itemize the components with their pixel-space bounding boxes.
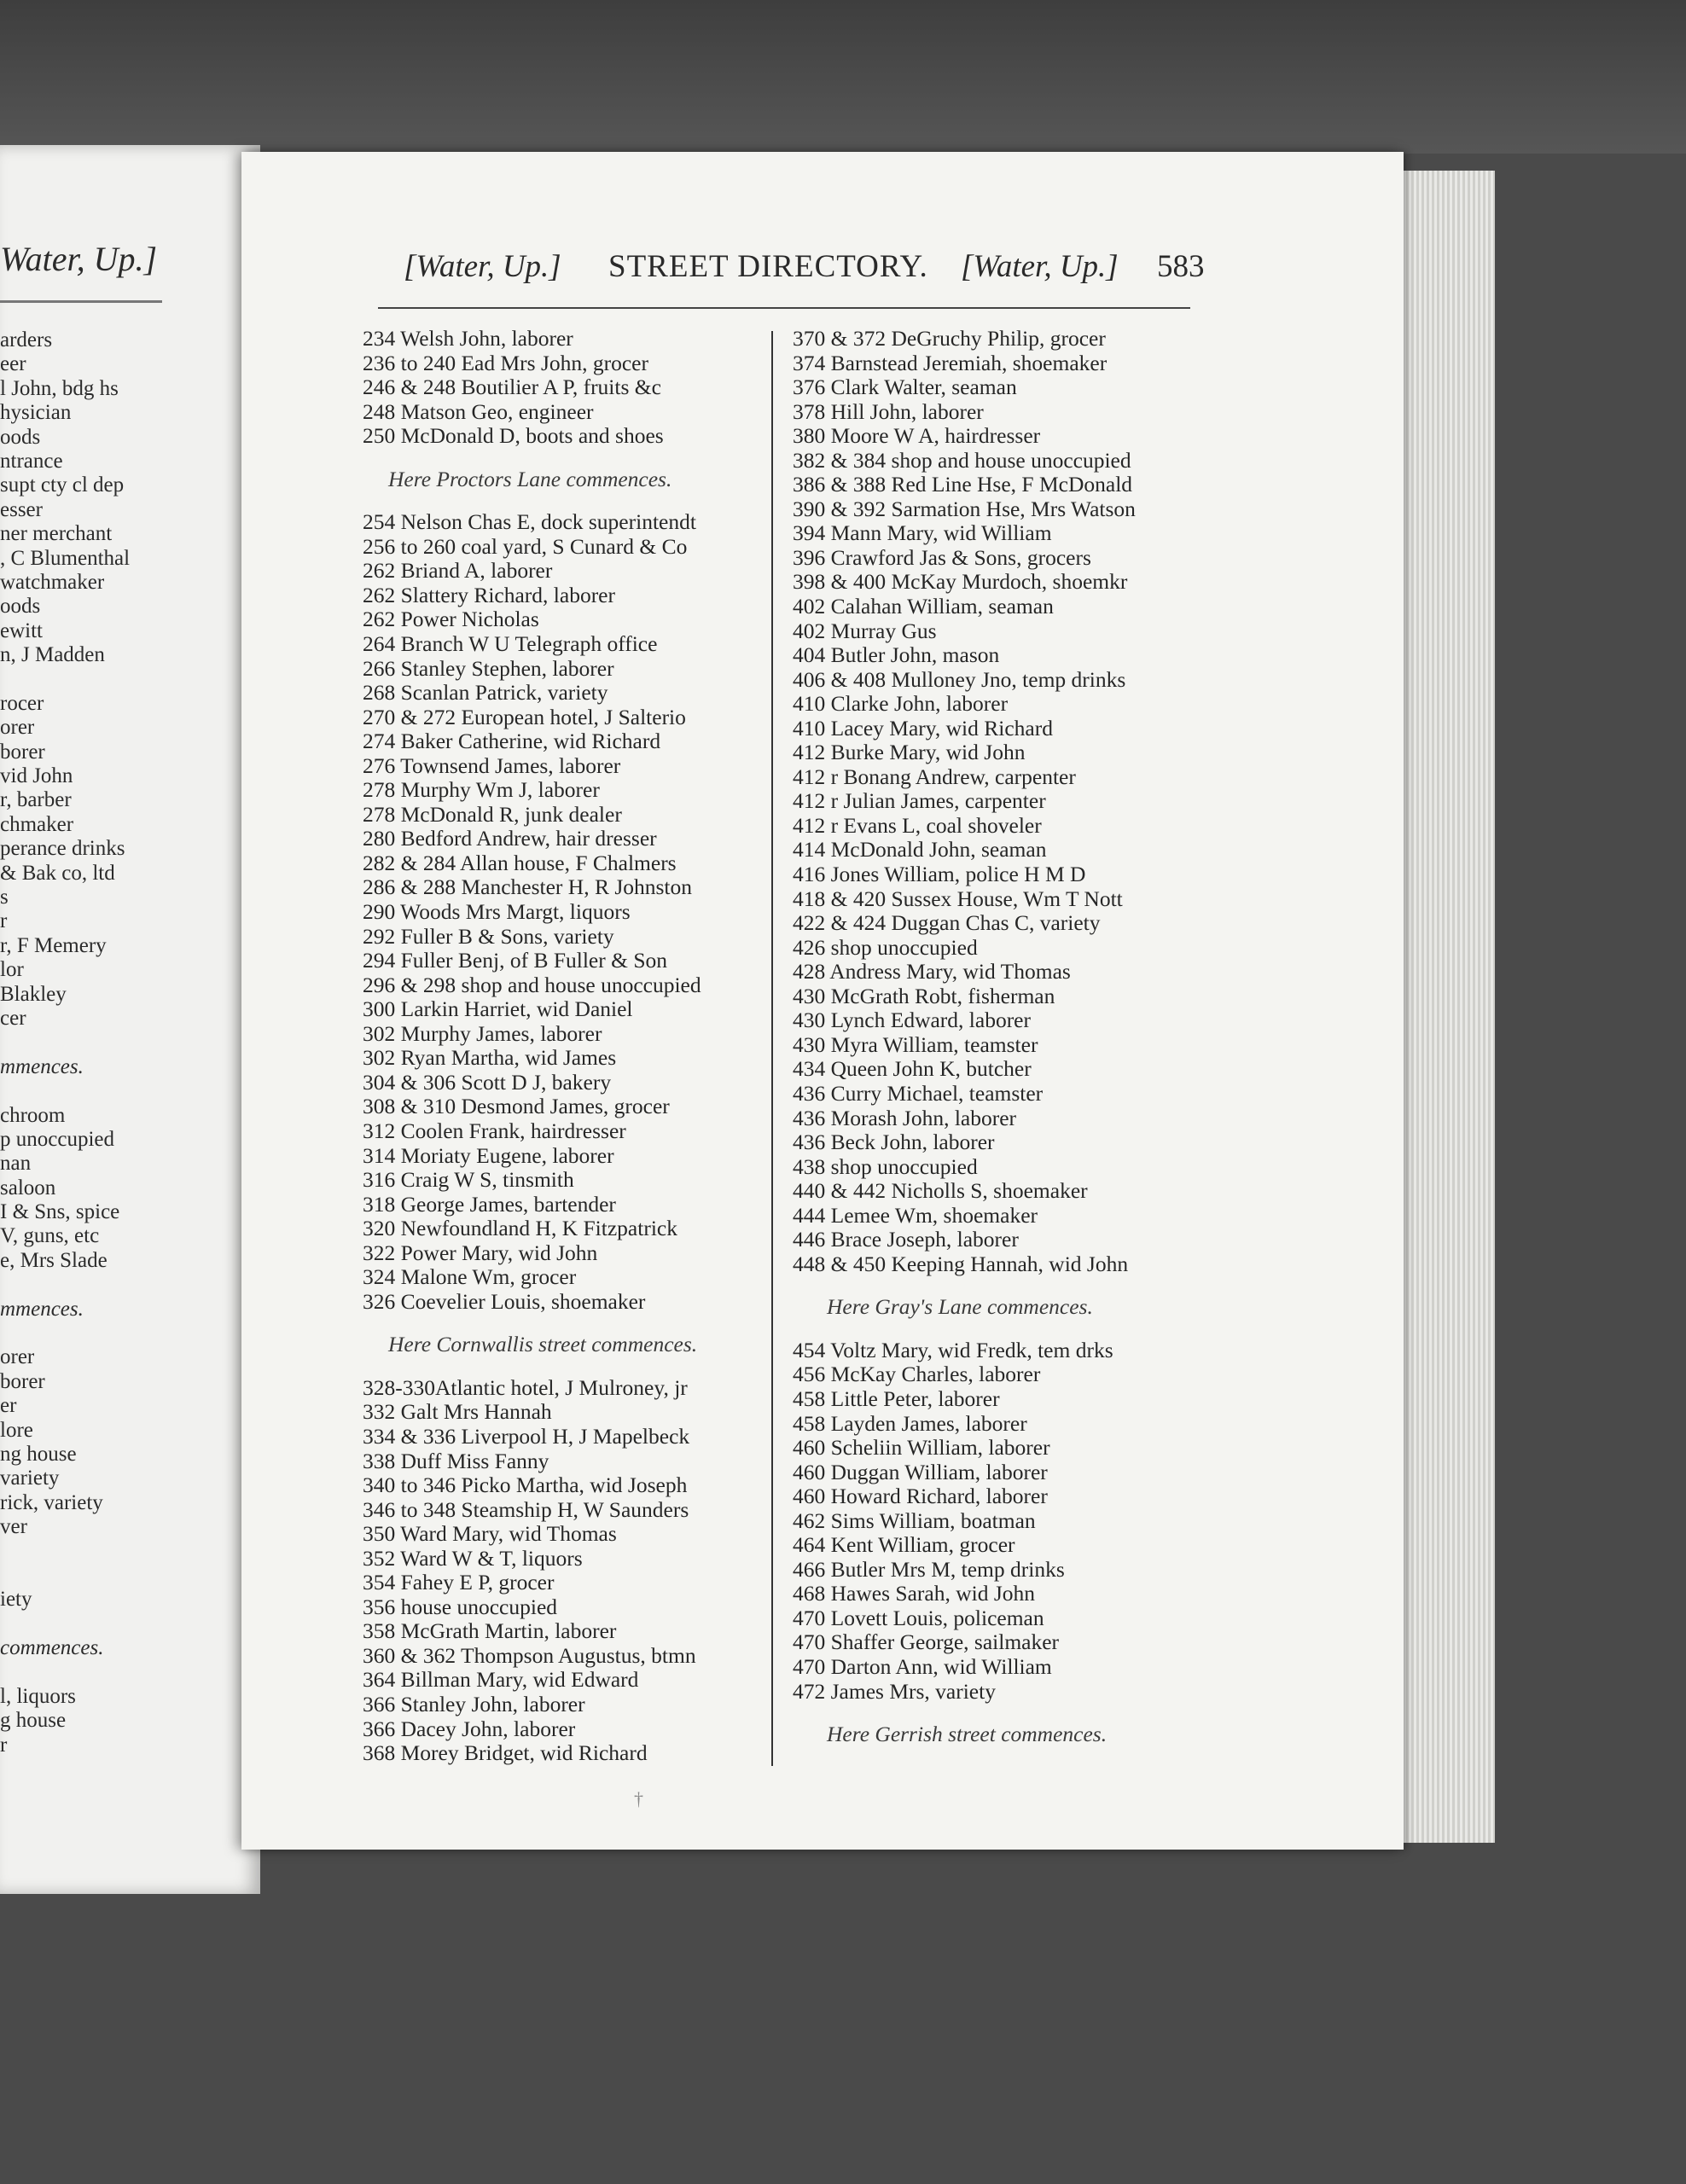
directory-entry: 266 Stanley Stephen, laborer <box>363 655 614 681</box>
directory-entry: 314 Moriaty Eugene, laborer <box>363 1142 614 1168</box>
left-page-line: ntrance <box>0 449 63 473</box>
left-page-line: saloon <box>0 1176 56 1199</box>
left-page-line: cer <box>0 1006 26 1030</box>
directory-entry: 470 Lovett Louis, policeman <box>793 1605 1044 1630</box>
left-page-line: perance drinks <box>0 837 125 861</box>
left-page-line: arders <box>0 328 53 351</box>
directory-entry: 318 George James, bartender <box>363 1191 616 1217</box>
scan-backdrop <box>0 0 1686 154</box>
left-page-line: lor <box>0 958 24 982</box>
directory-entry: 268 Scanlan Patrick, variety <box>363 680 608 706</box>
directory-column-left <box>363 327 772 1766</box>
left-page-line: hysician <box>0 401 72 425</box>
directory-entry: 360 & 362 Thompson Augustus, btmn <box>363 1642 696 1668</box>
left-page-line: chroom <box>0 1103 66 1127</box>
directory-entry: 256 to 260 coal yard, S Cunard & Co <box>363 533 688 559</box>
left-page-line: r <box>0 909 8 933</box>
directory-entry: 364 Billman Mary, wid Edward <box>363 1667 639 1693</box>
left-page-line: orer <box>0 1345 35 1369</box>
directory-entry: 346 to 348 Steamship H, W Saunders <box>363 1496 689 1522</box>
left-page-line: I & Sns, spice <box>0 1200 120 1224</box>
directory-entry: 428 Andress Mary, wid Thomas <box>793 959 1071 985</box>
left-page-line <box>0 1564 130 1588</box>
directory-entry: 468 Hawes Sarah, wid John <box>793 1581 1035 1606</box>
directory-entry: 458 Layden James, laborer <box>793 1410 1027 1436</box>
directory-entry: 390 & 392 Sarmation Hse, Mrs Watson <box>793 496 1136 521</box>
left-page-line <box>0 1612 130 1636</box>
left-page-line <box>0 1321 130 1345</box>
left-page-line: r <box>0 1733 8 1757</box>
directory-entry: 422 & 424 Duggan Chas C, variety <box>793 910 1101 936</box>
left-page-line: Blakley <box>0 982 67 1006</box>
left-page-line: orer <box>0 716 35 740</box>
left-page-line: lore <box>0 1418 33 1442</box>
left-page-line: s <box>0 885 9 909</box>
directory-entry: 412 Burke Mary, wid John <box>793 740 1026 765</box>
directory-entry: 280 Bedford Andrew, hair dresser <box>363 826 657 851</box>
directory-entry: 414 McDonald John, seaman <box>793 837 1047 863</box>
left-page-line: l, liquors <box>0 1684 76 1708</box>
left-page-line: watchmaker <box>0 570 105 594</box>
left-page-rule <box>0 300 162 303</box>
header-title: STREET DIRECTORY. <box>608 249 928 284</box>
directory-entry: 462 Sims William, boatman <box>793 1507 1036 1533</box>
directory-entry: 456 McKay Charles, laborer <box>793 1362 1041 1387</box>
directory-entry: 410 Clarke John, laborer <box>793 691 1009 717</box>
directory-entry: 412 r Bonang Andrew, carpenter <box>793 764 1076 789</box>
directory-entry: 278 McDonald R, junk dealer <box>363 801 622 827</box>
left-page-line: e, Mrs Slade <box>0 1248 108 1272</box>
directory-entry: 358 McGrath Martin, laborer <box>363 1618 617 1644</box>
left-page-line: esser <box>0 497 43 521</box>
directory-entry: 324 Malone Wm, grocer <box>363 1264 577 1290</box>
directory-entry: 262 Briand A, laborer <box>363 558 553 584</box>
directory-entry: 466 Butler Mrs M, temp drinks <box>793 1556 1065 1582</box>
directory-entry: 376 Clark Walter, seaman <box>793 375 1017 400</box>
directory-entry: 378 Hill John, laborer <box>793 398 984 424</box>
left-page-line <box>0 1273 130 1297</box>
directory-entry: 264 Branch W U Telegraph office <box>363 631 658 657</box>
directory-entry: 410 Lacey Mary, wid Richard <box>793 715 1053 741</box>
header-street-right: [Water, Up.] <box>961 249 1119 284</box>
directory-entry: 374 Barnstead Jeremiah, shoemaker <box>793 350 1108 375</box>
left-page-line: variety <box>0 1467 60 1490</box>
left-page-line: nan <box>0 1152 32 1176</box>
directory-entry: 236 to 240 Ead Mrs John, grocer <box>363 350 648 375</box>
directory-entry: 366 Stanley John, laborer <box>363 1691 585 1716</box>
left-page-line <box>0 1660 130 1684</box>
page-number: 583 <box>1157 249 1205 284</box>
left-page-line: commences. <box>0 1636 104 1660</box>
left-page-text <box>0 328 130 1757</box>
directory-entry: 300 Larkin Harriet, wid Daniel <box>363 996 633 1022</box>
directory-entry: 350 Ward Mary, wid Thomas <box>363 1521 617 1547</box>
directory-entry: 382 & 384 shop and house unoccupied <box>793 447 1131 473</box>
directory-entry: 412 r Evans L, coal shoveler <box>793 812 1042 838</box>
directory-entry: 286 & 288 Manchester H, R Johnston <box>363 874 693 900</box>
left-page-line: g house <box>0 1709 67 1733</box>
directory-entry: 472 James Mrs, variety <box>793 1678 996 1704</box>
directory-entry: 354 Fahey E P, grocer <box>363 1570 555 1595</box>
left-page-line: borer <box>0 740 45 764</box>
facing-page-left <box>0 145 260 1894</box>
left-page-line: ewitt <box>0 619 43 642</box>
left-page-line: rick, variety <box>0 1490 103 1514</box>
left-page-header: Water, Up.] <box>0 240 158 278</box>
directory-entry: 254 Nelson Chas E, dock superintendt <box>363 509 696 535</box>
header-rule <box>378 307 1190 309</box>
directory-entry: 320 Newfoundland H, K Fitzpatrick <box>363 1216 677 1241</box>
left-page-line: borer <box>0 1369 45 1393</box>
directory-page <box>241 152 1404 1850</box>
directory-entry: 394 Mann Mary, wid William <box>793 520 1052 546</box>
left-page-line: r, F Memery <box>0 933 107 957</box>
left-page-line: chmaker <box>0 812 74 836</box>
directory-entry: 430 Myra William, teamster <box>793 1031 1038 1057</box>
directory-entry: 262 Power Nicholas <box>363 607 539 632</box>
directory-entry: 436 Morash John, laborer <box>793 1105 1017 1130</box>
directory-entry: 294 Fuller Benj, of B Fuller & Son <box>363 948 667 973</box>
directory-entry: 368 Morey Bridget, wid Richard <box>363 1740 648 1766</box>
directory-entry: 274 Baker Catherine, wid Richard <box>363 729 661 754</box>
directory-entry: 436 Beck John, laborer <box>793 1130 995 1155</box>
directory-entry: 460 Duggan William, laborer <box>793 1459 1048 1484</box>
directory-entry: 292 Fuller B & Sons, variety <box>363 923 614 949</box>
directory-entry: 458 Little Peter, laborer <box>793 1385 1000 1411</box>
left-page-line: V, guns, etc <box>0 1224 100 1248</box>
book-page-edges <box>1399 171 1495 1843</box>
left-page-line: mmences. <box>0 1297 84 1321</box>
directory-entry: 234 Welsh John, laborer <box>363 326 573 351</box>
left-page-line: vid John <box>0 764 73 788</box>
section-heading: Here Proctors Lane commences. <box>388 466 672 491</box>
left-page-line: p unoccupied <box>0 1127 114 1151</box>
directory-entry: 250 McDonald D, boots and shoes <box>363 423 664 449</box>
section-heading: Here Gray's Lane commences. <box>827 1294 1093 1320</box>
directory-entry: 402 Murray Gus <box>793 618 937 643</box>
directory-entry: 248 Matson Geo, engineer <box>363 398 594 424</box>
directory-entry: 370 & 372 DeGruchy Philip, grocer <box>793 326 1106 351</box>
directory-entry: 470 Shaffer George, sailmaker <box>793 1629 1060 1655</box>
directory-entry: 296 & 298 shop and house unoccupied <box>363 972 701 997</box>
directory-entry: 412 r Julian James, carpenter <box>793 788 1046 814</box>
directory-entry: 396 Crawford Jas & Sons, grocers <box>793 544 1091 570</box>
directory-entry: 262 Slattery Richard, laborer <box>363 582 615 607</box>
directory-entry: 454 Voltz Mary, wid Fredk, tem drks <box>793 1337 1113 1362</box>
left-page-line: supt cty cl dep <box>0 473 125 497</box>
left-page-line: iety <box>0 1588 32 1612</box>
directory-entry: 430 Lynch Edward, laborer <box>793 1008 1031 1033</box>
directory-entry: 470 Darton Ann, wid William <box>793 1653 1052 1679</box>
directory-entry: 352 Ward W & T, liquors <box>363 1545 583 1571</box>
directory-entry: 406 & 408 Mulloney Jno, temp drinks <box>793 666 1126 692</box>
left-page-line: , C Blumenthal <box>0 546 131 570</box>
directory-entry: 334 & 336 Liverpool H, J Mapelbeck <box>363 1423 690 1449</box>
directory-entry: 464 Kent William, grocer <box>793 1532 1015 1558</box>
directory-column-right <box>793 327 1194 1747</box>
left-page-line: oods <box>0 425 41 449</box>
directory-entry: 380 Moore W A, hairdresser <box>793 423 1041 449</box>
directory-entry: 416 Jones William, police H M D <box>793 862 1086 887</box>
directory-entry: 398 & 400 McKay Murdoch, shoemkr <box>793 569 1128 595</box>
directory-entry: 448 & 450 Keeping Hannah, wid John <box>793 1251 1129 1276</box>
directory-entry: 386 & 388 Red Line Hse, F McDonald <box>793 472 1133 497</box>
left-page-line: ner merchant <box>0 522 113 546</box>
directory-entry: 436 Curry Michael, teamster <box>793 1080 1044 1106</box>
directory-entry: 438 shop unoccupied <box>793 1153 978 1179</box>
running-header <box>241 248 1404 299</box>
directory-entry: 366 Dacey John, laborer <box>363 1716 576 1741</box>
left-page-line <box>0 1079 130 1103</box>
section-heading: Here Cornwallis street commences. <box>388 1332 698 1357</box>
directory-entry: 282 & 284 Allan house, F Chalmers <box>363 850 677 875</box>
directory-entry: 290 Woods Mrs Margt, liquors <box>363 899 631 925</box>
left-page-line: rocer <box>0 691 44 715</box>
directory-entry: 444 Lemee Wm, shoemaker <box>793 1202 1038 1228</box>
directory-entry: 404 Butler John, mason <box>793 642 1000 668</box>
directory-entry: 316 Craig W S, tinsmith <box>363 1167 574 1193</box>
left-page-line: & Bak co, ltd <box>0 861 115 885</box>
directory-entry: 308 & 310 Desmond James, grocer <box>363 1094 670 1119</box>
directory-entry: 326 Coevelier Louis, shoemaker <box>363 1288 646 1314</box>
directory-entry: 402 Calahan William, seaman <box>793 594 1054 619</box>
directory-entry: 430 McGrath Robt, fisherman <box>793 983 1055 1008</box>
directory-entry: 312 Coolen Frank, hairdresser <box>363 1118 626 1143</box>
directory-entry: 446 Brace Joseph, laborer <box>793 1227 1019 1252</box>
left-page-line: l John, bdg hs <box>0 376 119 400</box>
directory-entry: 246 & 248 Boutilier A P, fruits &c <box>363 375 661 400</box>
left-page-line: ng house <box>0 1442 77 1466</box>
directory-entry: 328-330Atlantic hotel, J Mulroney, jr <box>363 1374 688 1400</box>
directory-entry: 278 Murphy Wm J, laborer <box>363 777 600 803</box>
directory-entry: 322 Power Mary, wid John <box>363 1240 598 1265</box>
directory-entry: 338 Duff Miss Fanny <box>363 1448 549 1473</box>
directory-entry: 356 house unoccupied <box>363 1594 558 1619</box>
directory-entry: 276 Townsend James, laborer <box>363 752 621 778</box>
directory-entry: 440 & 442 Nicholls S, shoemaker <box>793 1178 1088 1204</box>
left-page-line: eer <box>0 352 26 376</box>
directory-entry: 426 shop unoccupied <box>793 934 978 960</box>
directory-entry: 332 Galt Mrs Hannah <box>363 1399 552 1425</box>
directory-entry: 460 Scheliin William, laborer <box>793 1435 1050 1461</box>
left-page-line: mmences. <box>0 1054 84 1078</box>
section-heading: Here Gerrish street commences. <box>827 1722 1108 1747</box>
left-page-line <box>0 667 130 691</box>
left-page-line <box>0 1031 130 1054</box>
directory-entry: 418 & 420 Sussex House, Wm T Nott <box>793 886 1123 911</box>
header-street-left: [Water, Up.] <box>404 249 561 284</box>
left-page-line: oods <box>0 595 41 619</box>
left-page-line: n, J Madden <box>0 643 105 667</box>
directory-entry: 434 Queen John K, butcher <box>793 1056 1032 1082</box>
left-page-line: ver <box>0 1515 27 1539</box>
directory-entry: 302 Murphy James, laborer <box>363 1020 602 1046</box>
directory-entry: 340 to 346 Picko Martha, wid Joseph <box>363 1472 688 1498</box>
directory-entry: 302 Ryan Martha, wid James <box>363 1045 617 1071</box>
footer-mark: † <box>634 1788 643 1809</box>
directory-entry: 304 & 306 Scott D J, bakery <box>363 1069 612 1095</box>
left-page-line <box>0 1540 130 1564</box>
left-page-line: er <box>0 1394 17 1418</box>
directory-entry: 460 Howard Richard, laborer <box>793 1484 1048 1509</box>
left-page-line: r, barber <box>0 788 72 812</box>
directory-entry: 270 & 272 European hotel, J Salterio <box>363 704 686 729</box>
